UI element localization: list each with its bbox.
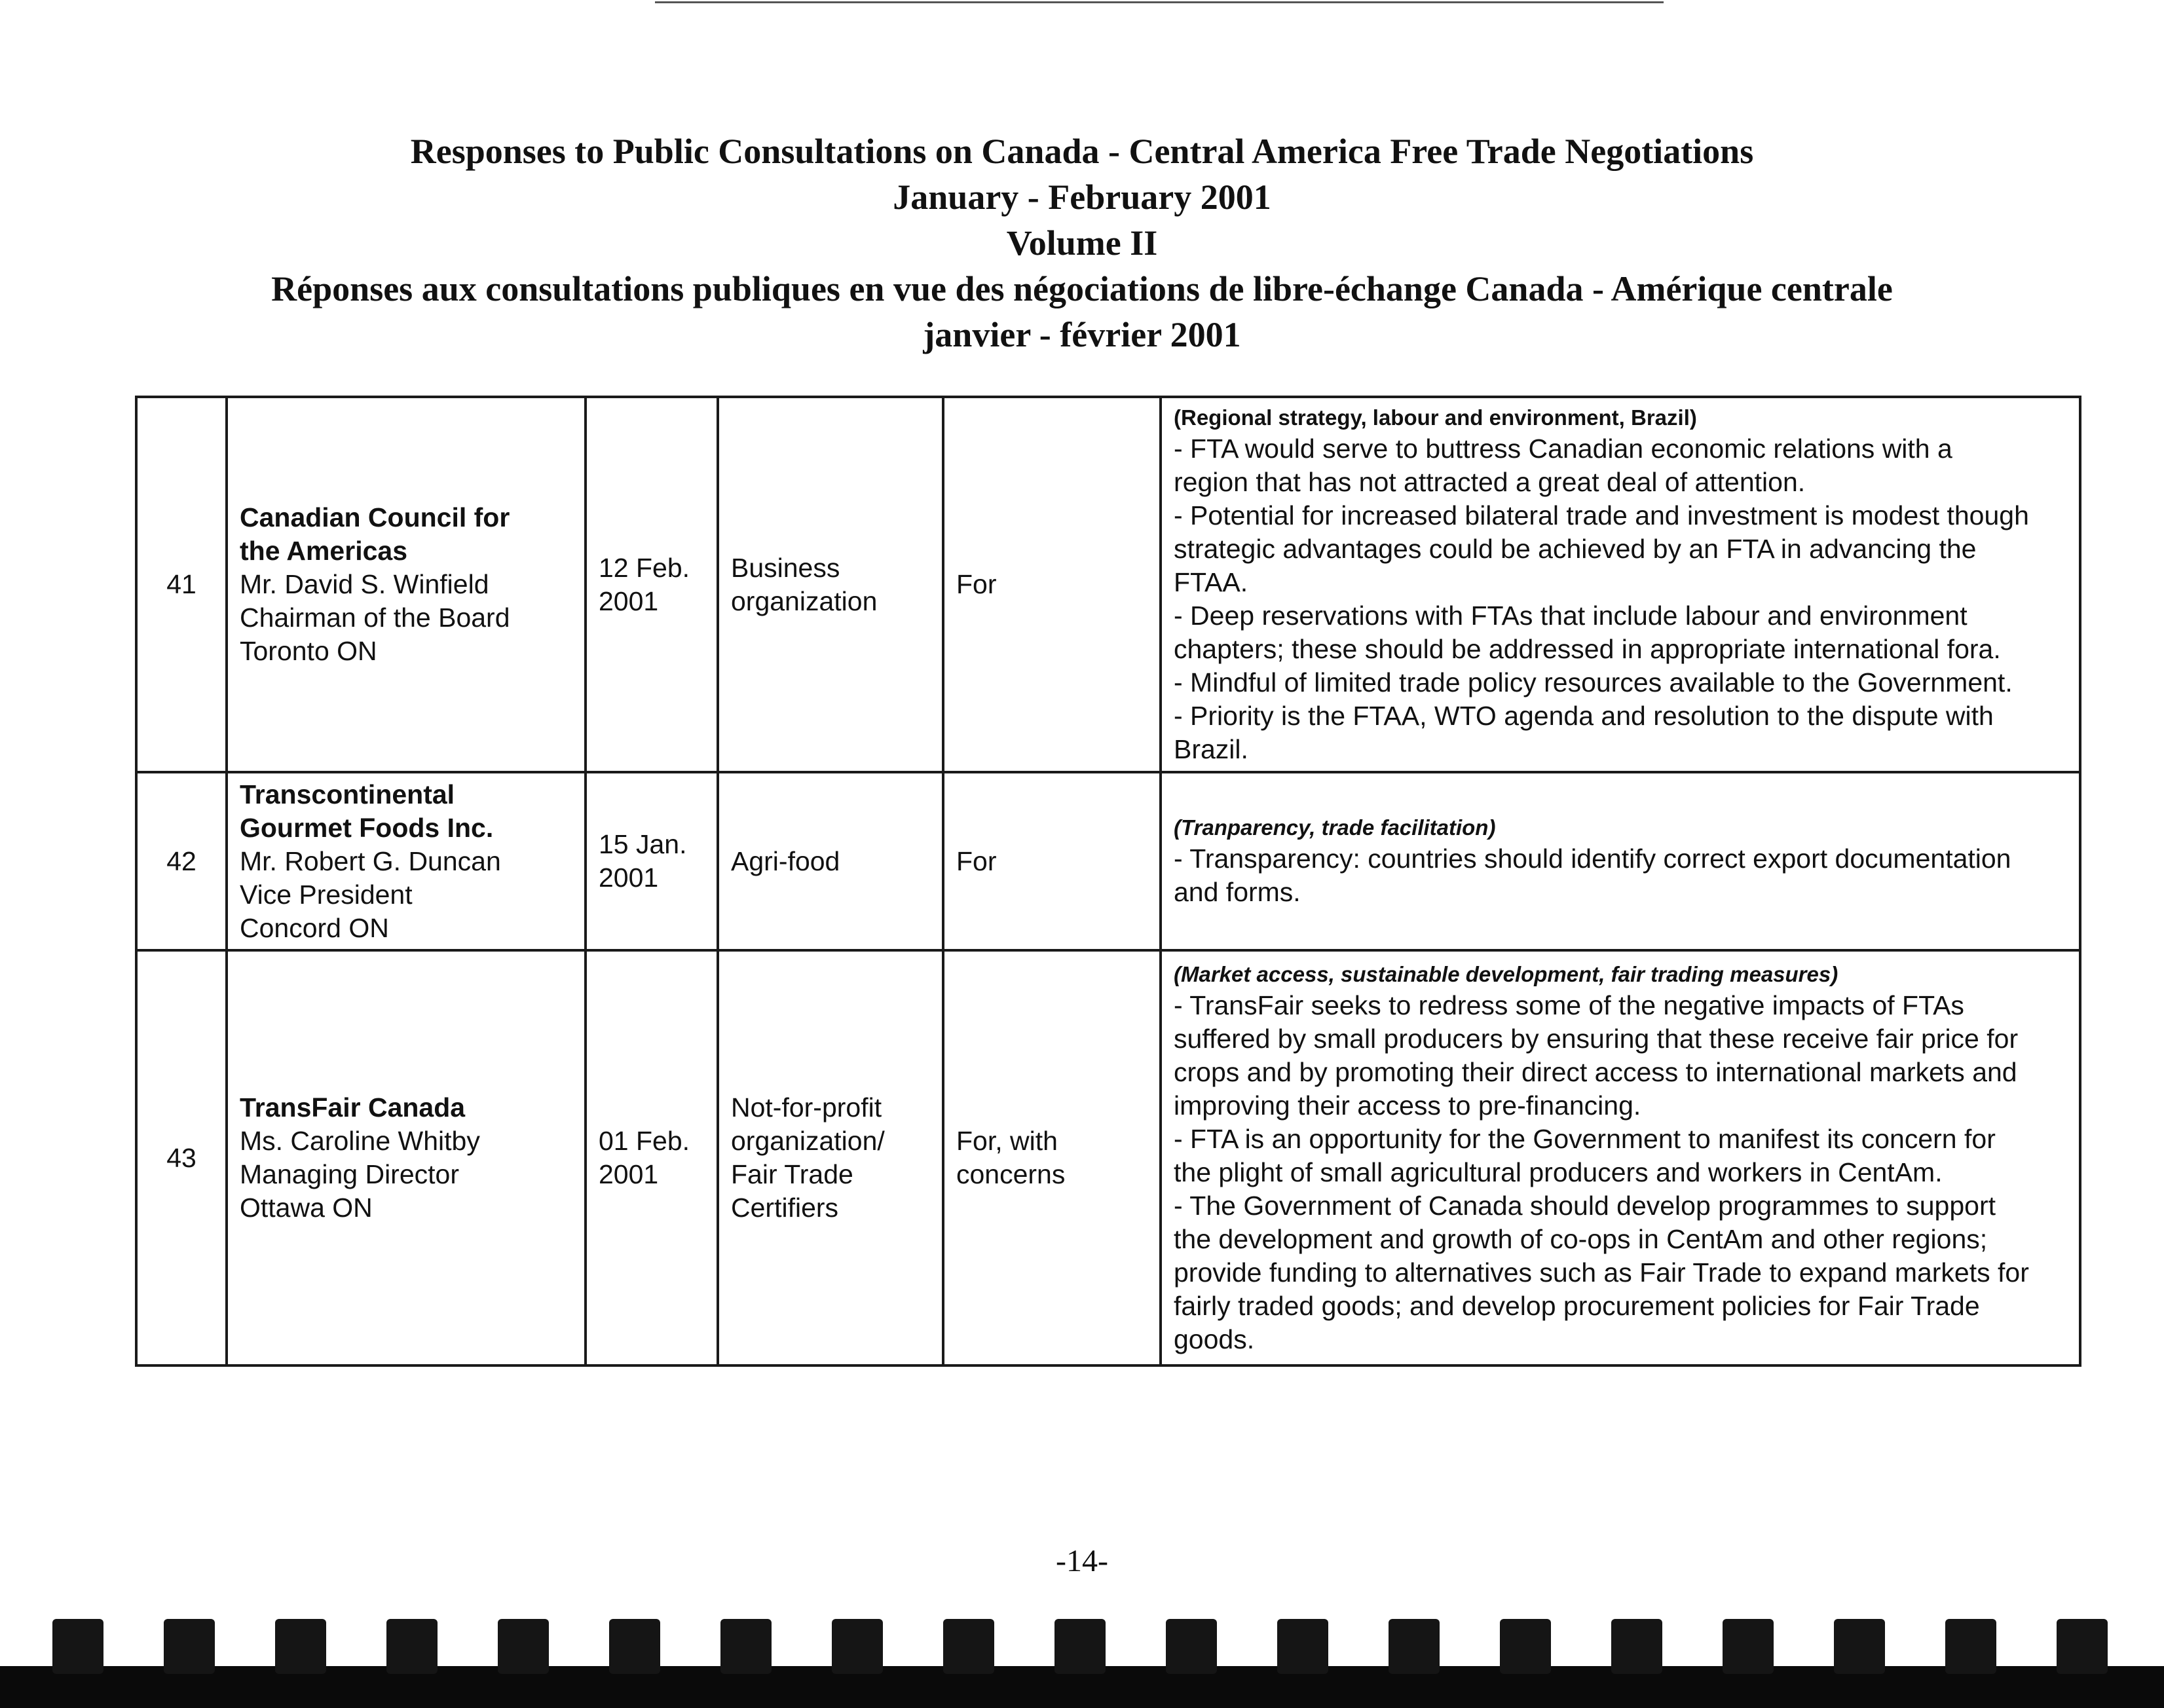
table-row bbox=[136, 772, 2080, 950]
comment-line: - Transparency: countries should identify correct export documentation bbox=[1174, 844, 2011, 874]
comment-line: - Priority is the FTAA, WTO agenda and resolution to the dispute with bbox=[1174, 700, 1994, 731]
organization-cell bbox=[227, 397, 586, 772]
date-cell bbox=[586, 950, 718, 1365]
date-line: 2001 bbox=[599, 585, 659, 616]
comment-line: Brazil. bbox=[1174, 733, 1248, 764]
position-line: concerns bbox=[956, 1159, 1066, 1189]
comment-line: crops and by promoting their direct access to international markets and bbox=[1174, 1056, 2017, 1087]
submission-number: 42 bbox=[166, 845, 196, 876]
sector-line: Agri-food bbox=[731, 845, 840, 876]
contact-line: Toronto ON bbox=[240, 636, 377, 666]
submission-number: 43 bbox=[166, 1142, 196, 1173]
comment-line: region that has not attracted a great deal of attention. bbox=[1174, 466, 1806, 497]
binding-hole bbox=[2057, 1619, 2108, 1674]
header-dates: January - February 2001 bbox=[893, 177, 1271, 217]
position-line: For bbox=[956, 845, 997, 876]
organization-name: Canadian Council for bbox=[240, 502, 510, 532]
comment-line: - FTA would serve to buttress Canadian economic relations with a bbox=[1174, 433, 1952, 464]
date-line: 2001 bbox=[599, 1159, 659, 1189]
contact-line: Ms. Caroline Whitby bbox=[240, 1126, 480, 1156]
organization-cell bbox=[227, 950, 586, 1365]
sector-line: Fair Trade bbox=[731, 1159, 853, 1189]
date-line: 15 Jan. bbox=[599, 829, 687, 859]
binding-hole bbox=[164, 1619, 215, 1674]
binding-hole bbox=[1945, 1619, 1996, 1674]
date-cell bbox=[586, 772, 718, 950]
header-volume: Volume II bbox=[1006, 223, 1158, 263]
contact-line: Mr. David S. Winfield bbox=[240, 569, 489, 599]
comment-line: - Mindful of limited trade policy resources available to the Government. bbox=[1174, 667, 2013, 697]
submission-number-cell bbox=[136, 397, 227, 772]
binding-hole bbox=[498, 1619, 549, 1674]
submission-number-cell bbox=[136, 772, 227, 950]
organization-name: the Americas bbox=[240, 536, 407, 566]
sector-line: organization bbox=[731, 585, 878, 616]
submission-number-cell bbox=[136, 950, 227, 1365]
topic-heading: (Market access, sustainable development, fair trading measures) bbox=[1174, 961, 1838, 986]
date-line: 2001 bbox=[599, 863, 659, 893]
contact-line: Concord ON bbox=[240, 912, 389, 943]
binding-hole bbox=[52, 1619, 103, 1674]
comments-cell bbox=[1161, 772, 2080, 950]
sector-cell bbox=[718, 772, 943, 950]
topic-heading: (Regional strategy, labour and environment, Brazil) bbox=[1174, 405, 1697, 430]
binding-hole bbox=[1723, 1619, 1774, 1674]
organization-name: TransFair Canada bbox=[240, 1092, 466, 1123]
position-cell bbox=[943, 950, 1161, 1365]
binding-hole bbox=[1054, 1619, 1106, 1674]
binding-hole bbox=[386, 1619, 438, 1674]
organization-name: Transcontinental bbox=[240, 779, 455, 809]
comment-line: - The Government of Canada should develop programmes to support bbox=[1174, 1190, 1996, 1221]
consultation-table bbox=[135, 396, 2081, 1367]
comment-line: FTAA. bbox=[1174, 566, 1248, 597]
binding-strip bbox=[0, 1618, 2164, 1708]
document-header bbox=[0, 128, 2164, 358]
binding-hole bbox=[1166, 1619, 1217, 1674]
header-title: Responses to Public Consultations on Canada - Central America Free Trade Negotiations bbox=[410, 132, 1754, 171]
contact-line: Vice President bbox=[240, 879, 413, 910]
page-number: -14- bbox=[1056, 1544, 1108, 1578]
sector-line: Not-for-profit bbox=[731, 1092, 882, 1123]
binding-hole bbox=[275, 1619, 326, 1674]
top-rule bbox=[655, 1, 1664, 3]
binding-hole bbox=[1500, 1619, 1551, 1674]
comment-line: chapters; these should be addressed in appropriate international fora. bbox=[1174, 633, 2001, 664]
position-line: For, with bbox=[956, 1126, 1058, 1156]
organization-cell bbox=[227, 772, 586, 950]
contact-line: Ottawa ON bbox=[240, 1193, 373, 1223]
binding-hole bbox=[1389, 1619, 1440, 1674]
comment-line: - Potential for increased bilateral trade and investment is modest though bbox=[1174, 500, 2029, 530]
organization-name: Gourmet Foods Inc. bbox=[240, 812, 494, 843]
contact-line: Mr. Robert G. Duncan bbox=[240, 845, 501, 876]
topic-heading: (Tranparency, trade facilitation) bbox=[1174, 815, 1496, 840]
header-title-fr: Réponses aux consultations publiques en vue des négociations de libre-échange Canada - Amérique centrale bbox=[271, 269, 1893, 308]
submission-number: 41 bbox=[166, 569, 196, 599]
sector-line: Business bbox=[731, 552, 840, 583]
comment-line: - FTA is an opportunity for the Government to manifest its concern for bbox=[1174, 1123, 1996, 1154]
contact-line: Managing Director bbox=[240, 1159, 459, 1189]
binding-hole bbox=[720, 1619, 772, 1674]
position-cell bbox=[943, 772, 1161, 950]
sector-cell bbox=[718, 950, 943, 1365]
comment-line: strategic advantages could be achieved by an FTA in advancing the bbox=[1174, 533, 1977, 564]
position-line: For bbox=[956, 569, 997, 599]
binding-hole bbox=[1277, 1619, 1328, 1674]
date-cell bbox=[586, 397, 718, 772]
binding-hole bbox=[943, 1619, 994, 1674]
sector-cell bbox=[718, 397, 943, 772]
comment-line: - TransFair seeks to redress some of the negative impacts of FTAs bbox=[1174, 990, 1964, 1020]
binding-hole bbox=[832, 1619, 883, 1674]
comments-cell bbox=[1161, 950, 2080, 1365]
date-line: 12 Feb. bbox=[599, 552, 690, 583]
comment-line: the plight of small agricultural producers and workers in CentAm. bbox=[1174, 1157, 1943, 1187]
binding-hole bbox=[609, 1619, 660, 1674]
comment-line: and forms. bbox=[1174, 877, 1301, 907]
sector-line: organization/ bbox=[731, 1126, 885, 1156]
binding-hole bbox=[1611, 1619, 1662, 1674]
table-row bbox=[136, 397, 2080, 772]
comment-line: - Deep reservations with FTAs that include labour and environment bbox=[1174, 600, 1968, 631]
comment-line: suffered by small producers by ensuring that these receive fair price for bbox=[1174, 1023, 2019, 1054]
date-line: 01 Feb. bbox=[599, 1126, 690, 1156]
position-cell bbox=[943, 397, 1161, 772]
header-dates-fr: janvier - février 2001 bbox=[923, 315, 1241, 354]
sector-line: Certifiers bbox=[731, 1193, 839, 1223]
table-row bbox=[136, 950, 2080, 1365]
contact-line: Chairman of the Board bbox=[240, 603, 510, 633]
binding-hole bbox=[1834, 1619, 1885, 1674]
comment-line: fairly traded goods; and develop procurement policies for Fair Trade bbox=[1174, 1290, 1980, 1321]
comment-line: goods. bbox=[1174, 1324, 1255, 1354]
comment-line: provide funding to alternatives such as Fair Trade to expand markets for bbox=[1174, 1257, 2029, 1288]
comments-cell bbox=[1161, 397, 2080, 772]
comment-line: the development and growth of co-ops in CentAm and other regions; bbox=[1174, 1223, 1988, 1254]
comment-line: improving their access to pre-financing. bbox=[1174, 1090, 1641, 1121]
